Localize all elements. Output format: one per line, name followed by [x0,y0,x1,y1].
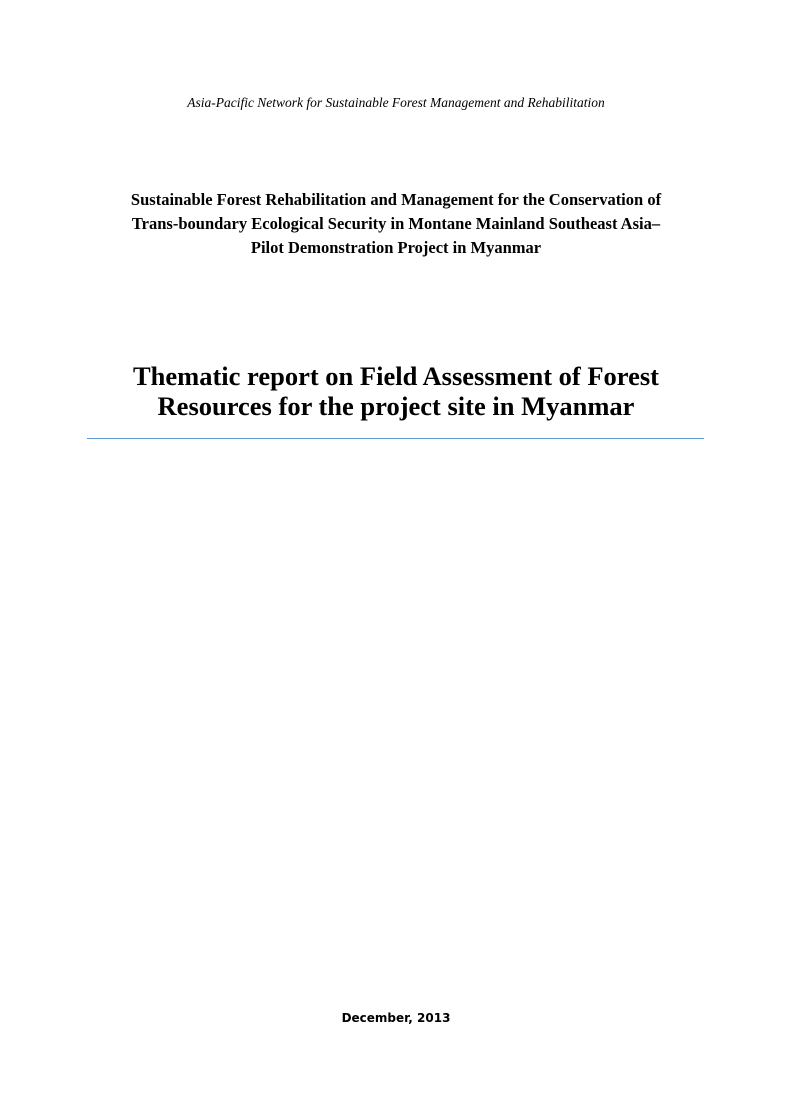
report-date: December, 2013 [341,1011,451,1025]
report-title [90,361,702,421]
project-title [90,188,702,260]
title-divider [87,438,704,439]
report-title-line: Resources for the project site in Myanmar [157,391,635,421]
project-title-line: Sustainable Forest Rehabilitation and Management for the Conservation of [130,190,662,209]
project-title-line: Trans-boundary Ecological Security in Montane Mainland Southeast Asia– [131,214,661,233]
organization-header: Asia-Pacific Network for Sustainable Forest Management and Rehabilitation [187,95,605,110]
project-title-line: Pilot Demonstration Project in Myanmar [250,238,542,257]
report-title-line: Thematic report on Field Assessment of Forest [132,361,659,391]
